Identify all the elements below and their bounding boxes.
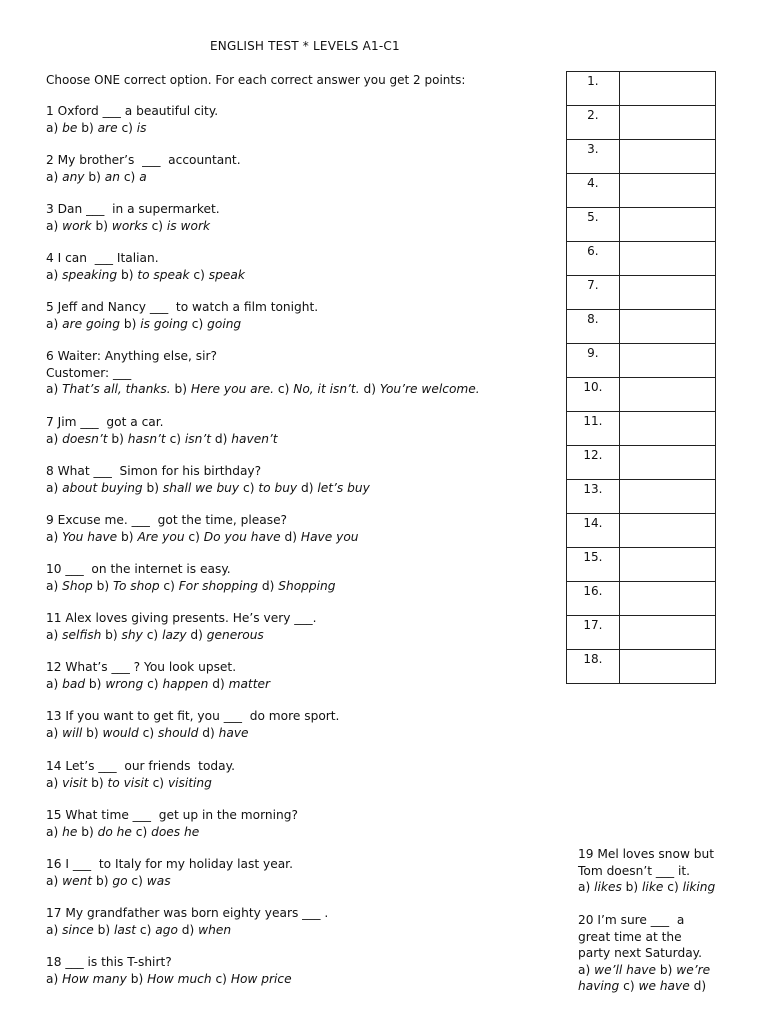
option-text: generous <box>206 627 264 642</box>
option-text: shy <box>121 627 143 642</box>
option-text: to buy <box>258 480 298 495</box>
answer-blank-cell[interactable] <box>619 208 715 242</box>
option-letter: b) <box>93 922 115 937</box>
question-block <box>46 954 546 987</box>
option-text: about buying <box>62 480 143 495</box>
option-letter: c) <box>239 480 259 495</box>
option-letter: a) <box>46 382 63 396</box>
option-letter: b) <box>92 873 113 888</box>
answer-options <box>46 120 546 137</box>
instructions: Choose ONE correct option. For each correct answer you get 2 points: <box>46 73 466 87</box>
option-letter: c) <box>159 578 179 593</box>
answer-options <box>46 267 546 284</box>
option-text: How price <box>230 971 292 986</box>
answer-blank-cell[interactable] <box>619 72 715 106</box>
answer-number: 13. <box>567 480 620 514</box>
option-letter: a) <box>46 873 63 888</box>
option-letter: a) <box>46 922 63 937</box>
option-text: was <box>146 873 171 888</box>
answer-options <box>46 873 546 890</box>
option-letter: a) <box>46 725 63 740</box>
option-text: lazy <box>162 627 187 642</box>
option-text: last <box>114 922 137 937</box>
side-question-line <box>578 978 728 995</box>
option-letter: a) <box>578 962 595 977</box>
answer-number: 16. <box>567 582 620 616</box>
answer-blank-cell[interactable] <box>619 242 715 276</box>
option-text: wrong <box>105 676 144 691</box>
option-letter: a) <box>46 529 63 544</box>
answer-number: 6. <box>567 242 620 276</box>
side-question-line <box>578 945 728 962</box>
option-text: having <box>578 979 620 993</box>
option-letter: c) <box>165 431 185 446</box>
answer-row <box>567 174 716 208</box>
answer-number: 1. <box>567 72 620 106</box>
answer-options <box>46 578 546 595</box>
option-letter: d) <box>186 627 207 642</box>
answer-number: 4. <box>567 174 620 208</box>
option-letter: a) <box>46 627 63 642</box>
answer-blank-cell[interactable] <box>619 480 715 514</box>
question-block <box>46 708 546 741</box>
option-text: doesn’t <box>62 431 108 446</box>
question-block <box>46 250 546 283</box>
answer-row <box>567 72 716 106</box>
answer-number: 2. <box>567 106 620 140</box>
side-question-line <box>578 863 728 880</box>
option-letter: b) <box>91 218 112 233</box>
option-text: visiting <box>167 775 212 790</box>
answer-options <box>46 316 546 333</box>
option-text: should <box>158 725 199 740</box>
option-letter: a) <box>46 578 63 593</box>
option-letter: c) <box>619 979 639 993</box>
answer-blank-cell[interactable] <box>619 140 715 174</box>
question-block <box>46 807 546 840</box>
option-letter: d) <box>257 578 279 593</box>
answer-options <box>46 725 546 742</box>
option-letter: a) <box>46 824 63 839</box>
option-text: bad <box>62 676 86 691</box>
side-question-line <box>578 879 728 896</box>
option-text: does he <box>151 824 200 839</box>
question-prompt: 6 Waiter: Anything else, sir? <box>46 349 217 363</box>
option-text: For shopping <box>178 578 258 593</box>
option-text: we’re <box>676 962 711 977</box>
option-letter: a) <box>46 218 63 233</box>
answer-row <box>567 650 716 684</box>
option-letter: b) <box>126 971 148 986</box>
option-text: You have <box>62 529 118 544</box>
option-text: Shopping <box>278 578 336 593</box>
option-text: going <box>207 316 242 331</box>
option-text: like <box>642 880 664 894</box>
option-letter: d) <box>359 382 380 396</box>
question-text: great time at the <box>578 929 682 944</box>
question-prompt: 4 I can ___ Italian. <box>46 251 159 265</box>
option-letter: b) <box>170 382 191 396</box>
option-text: have <box>218 725 249 740</box>
test-title: ENGLISH TEST * LEVELS A1-C1 <box>210 39 400 53</box>
option-text: is <box>136 120 147 135</box>
answer-options <box>46 431 546 448</box>
option-letter: c) <box>663 880 683 894</box>
option-text: hasn’t <box>127 431 166 446</box>
question-block <box>46 463 546 496</box>
option-text: to visit <box>107 775 149 790</box>
question-prompt: 17 My grandfather was born eighty years ___ . <box>46 906 329 920</box>
option-text: speaking <box>62 267 118 282</box>
question-prompt: 13 If you want to get fit, you ___ do more sport. <box>46 709 340 723</box>
question-block <box>46 414 546 447</box>
answer-options <box>46 922 546 939</box>
answer-blank-cell[interactable] <box>619 548 715 582</box>
option-text: do he <box>97 824 132 839</box>
option-text: likes <box>594 880 622 894</box>
option-letter: c) <box>138 725 158 740</box>
option-text: we’ll have <box>594 962 656 977</box>
option-text: Do you have <box>203 529 281 544</box>
question-block <box>46 512 546 545</box>
option-text: would <box>102 725 139 740</box>
option-text: an <box>104 169 120 184</box>
option-text: to speak <box>137 267 190 282</box>
question-prompt: 11 Alex loves giving presents. He’s very ___. <box>46 611 317 625</box>
answer-number: 15. <box>567 548 620 582</box>
option-text: is work <box>166 218 211 233</box>
question-text: 20 I’m sure ___ a <box>578 913 685 927</box>
option-letter: a) <box>46 431 63 446</box>
answer-grid <box>566 71 716 684</box>
option-text: ago <box>155 922 178 937</box>
option-text: are going <box>62 316 120 331</box>
option-text: matter <box>228 676 270 691</box>
answer-options <box>46 381 546 398</box>
question-text: Tom doesn’t ___ it. <box>578 863 691 878</box>
option-letter: c) <box>274 382 294 396</box>
option-letter: c) <box>211 971 231 986</box>
option-letter: b) <box>142 480 163 495</box>
option-letter: c) <box>187 316 208 331</box>
question-prompt: Customer: ___ <box>46 365 132 380</box>
answer-row <box>567 344 716 378</box>
answer-row <box>567 378 716 412</box>
answer-blank-cell[interactable] <box>619 616 715 650</box>
option-text: works <box>111 218 148 233</box>
question-prompt: 15 What time ___ get up in the morning? <box>46 808 298 822</box>
answer-options <box>46 218 546 235</box>
option-text: are <box>97 120 118 135</box>
option-text: is going <box>140 316 188 331</box>
option-letter: b) <box>92 578 114 593</box>
question-block <box>46 758 546 791</box>
answer-row <box>567 514 716 548</box>
option-letter: a) <box>46 316 63 331</box>
option-letter: c) <box>127 873 147 888</box>
answer-number: 17. <box>567 616 620 650</box>
question-block <box>46 659 546 692</box>
answer-blank-cell[interactable] <box>619 378 715 412</box>
question-prompt: 12 What’s ___ ? You look upset. <box>46 660 237 674</box>
question-prompt: 5 Jeff and Nancy ___ to watch a film tonight. <box>46 300 319 314</box>
option-text: when <box>198 922 232 937</box>
answer-options <box>46 627 546 644</box>
answer-number: 12. <box>567 446 620 480</box>
option-text: a <box>139 169 147 184</box>
option-letter: a) <box>46 169 63 184</box>
answer-row <box>567 548 716 582</box>
answer-options <box>46 480 546 497</box>
question-prompt: 14 Let’s ___ our friends today. <box>46 759 235 773</box>
side-question-block <box>578 912 728 995</box>
option-letter: c) <box>142 627 163 642</box>
side-question-line <box>578 929 728 946</box>
answer-row <box>567 140 716 174</box>
answer-blank-cell[interactable] <box>619 106 715 140</box>
option-letter: c) <box>189 267 209 282</box>
option-letter: b) <box>77 120 98 135</box>
option-text: How much <box>147 971 212 986</box>
option-letter: d) <box>689 979 707 993</box>
option-text: That’s all, thanks. <box>62 382 171 396</box>
question-block <box>46 299 546 332</box>
side-question-line <box>578 846 728 863</box>
option-letter: d) <box>208 676 229 691</box>
answer-row <box>567 242 716 276</box>
question-text: party next Saturday. <box>578 946 703 960</box>
option-letter: b) <box>101 627 122 642</box>
option-text: we have <box>638 979 690 993</box>
option-letter: c) <box>131 824 152 839</box>
option-text: liking <box>682 880 716 894</box>
option-letter: d) <box>280 529 301 544</box>
option-letter: c) <box>143 676 163 691</box>
option-letter: c) <box>117 120 137 135</box>
answer-options <box>46 775 546 792</box>
option-text: How many <box>62 971 127 986</box>
option-letter: d) <box>198 725 219 740</box>
option-text: went <box>62 873 93 888</box>
option-letter: b) <box>85 676 106 691</box>
answer-number: 14. <box>567 514 620 548</box>
question-prompt: 2 My brother’s ___ accountant. <box>46 153 241 167</box>
option-letter: b) <box>656 962 677 977</box>
option-letter: a) <box>46 267 63 282</box>
answer-blank-cell[interactable] <box>619 174 715 208</box>
answer-row <box>567 582 716 616</box>
answer-number: 3. <box>567 140 620 174</box>
option-text: visit <box>62 775 88 790</box>
option-letter: b) <box>117 529 138 544</box>
option-text: he <box>62 824 78 839</box>
option-text: You’re welcome. <box>379 382 480 396</box>
answer-blank-cell[interactable] <box>619 446 715 480</box>
answer-options <box>46 529 546 546</box>
option-letter: b) <box>87 775 108 790</box>
answer-number: 7. <box>567 276 620 310</box>
answer-blank-cell[interactable] <box>619 514 715 548</box>
option-letter: b) <box>621 880 643 894</box>
answer-row <box>567 412 716 446</box>
side-question-block <box>578 846 728 896</box>
option-letter: d) <box>177 922 199 937</box>
option-letter: d) <box>211 431 232 446</box>
option-text: any <box>62 169 85 184</box>
option-text: will <box>62 725 83 740</box>
question-block <box>46 103 546 136</box>
answer-row <box>567 208 716 242</box>
option-letter: c) <box>148 775 168 790</box>
option-letter: a) <box>46 775 63 790</box>
answer-options <box>46 824 546 841</box>
option-text: isn’t <box>184 431 212 446</box>
answer-blank-cell[interactable] <box>619 276 715 310</box>
option-letter: c) <box>136 922 156 937</box>
option-letter: d) <box>297 480 318 495</box>
option-text: Are you <box>137 529 185 544</box>
question-prompt: 16 I ___ to Italy for my holiday last year. <box>46 857 293 871</box>
answer-number: 11. <box>567 412 620 446</box>
answer-row <box>567 106 716 140</box>
option-text: Have you <box>300 529 359 544</box>
option-text: selfish <box>62 627 102 642</box>
option-letter: a) <box>46 120 63 135</box>
answer-number: 8. <box>567 310 620 344</box>
answer-row <box>567 310 716 344</box>
question-block <box>46 905 546 938</box>
answer-options <box>46 169 546 186</box>
side-question-line <box>578 912 728 929</box>
answer-blank-cell[interactable] <box>619 344 715 378</box>
question-block <box>46 201 546 234</box>
question-prompt: 7 Jim ___ got a car. <box>46 415 164 429</box>
question-prompt: 18 ___ is this T-shirt? <box>46 955 172 969</box>
answer-row <box>567 616 716 650</box>
option-letter: a) <box>578 880 595 894</box>
option-text: haven’t <box>231 431 278 446</box>
option-letter: b) <box>120 316 141 331</box>
option-letter: b) <box>77 824 98 839</box>
option-text: work <box>62 218 92 233</box>
option-letter: a) <box>46 971 63 986</box>
question-text: 19 Mel loves snow but <box>578 847 715 861</box>
option-letter: b) <box>82 725 103 740</box>
option-text: be <box>62 120 78 135</box>
option-letter: a) <box>46 480 63 495</box>
answer-row <box>567 276 716 310</box>
answer-number: 9. <box>567 344 620 378</box>
option-text: go <box>112 873 128 888</box>
side-question-line <box>578 962 728 979</box>
question-prompt: 8 What ___ Simon for his birthday? <box>46 464 262 478</box>
answer-blank-cell[interactable] <box>619 582 715 616</box>
option-letter: b) <box>84 169 105 184</box>
question-prompt: 10 ___ on the internet is easy. <box>46 562 231 576</box>
question-block <box>46 152 546 185</box>
answer-options <box>46 971 546 988</box>
option-text: since <box>62 922 94 937</box>
option-letter: c) <box>184 529 204 544</box>
option-letter: b) <box>117 267 138 282</box>
question-prompt: 9 Excuse me. ___ got the time, please? <box>46 513 288 527</box>
option-letter: a) <box>46 676 63 691</box>
option-letter: c) <box>119 169 140 184</box>
question-block <box>46 610 546 643</box>
question-prompt: 1 Oxford ___ a beautiful city. <box>46 104 219 118</box>
option-text: shall we buy <box>162 480 240 495</box>
answer-options <box>46 676 546 693</box>
answer-row <box>567 446 716 480</box>
question-block <box>46 561 546 594</box>
option-text: Here you are. <box>190 382 275 396</box>
option-text: speak <box>208 267 245 282</box>
answer-blank-cell[interactable] <box>619 650 715 684</box>
question-block <box>46 856 546 889</box>
answer-number: 18. <box>567 650 620 684</box>
answer-row <box>567 480 716 514</box>
option-letter: b) <box>107 431 128 446</box>
question-prompt: 3 Dan ___ in a supermarket. <box>46 202 220 216</box>
answer-blank-cell[interactable] <box>619 412 715 446</box>
option-text: No, it isn’t. <box>293 382 360 396</box>
question-block <box>46 348 546 398</box>
option-text: let’s buy <box>317 480 370 495</box>
answer-number: 10. <box>567 378 620 412</box>
answer-blank-cell[interactable] <box>619 310 715 344</box>
option-text: To shop <box>113 578 160 593</box>
option-letter: c) <box>147 218 167 233</box>
option-text: happen <box>162 676 209 691</box>
option-text: Shop <box>62 578 93 593</box>
answer-number: 5. <box>567 208 620 242</box>
